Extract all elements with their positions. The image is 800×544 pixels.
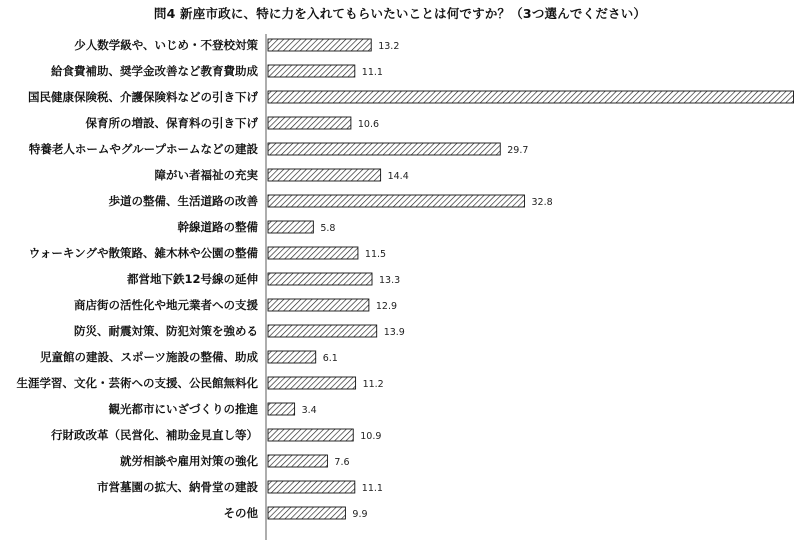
value-label: 11.1 (361, 67, 383, 78)
value-label: 13.2 (378, 41, 400, 52)
value-label: 13.3 (379, 275, 401, 286)
value-label: 11.1 (361, 483, 383, 494)
bar (268, 39, 371, 51)
bar (268, 455, 327, 467)
bar (268, 403, 295, 415)
value-label: 11.2 (362, 379, 384, 390)
value-label: 32.8 (531, 197, 553, 208)
category-label: 障がい者福祉の充実 (154, 168, 258, 182)
bar (268, 325, 377, 337)
category-label: 市営墓園の拡大、納骨堂の建設 (97, 480, 258, 494)
category-label: 幹線道路の整備 (177, 220, 258, 234)
value-label: 5.8 (320, 223, 336, 234)
category-label: その他 (223, 506, 258, 520)
bar (268, 351, 316, 363)
category-label: 生涯学習、文化・芸術への支援、公民館無料化 (16, 376, 258, 390)
category-label: 就労相談や雇用対策の強化 (120, 454, 258, 468)
bar (268, 273, 372, 285)
category-label: 特養老人ホームやグループホームなどの建設 (28, 142, 258, 156)
bar (268, 65, 355, 77)
bar (268, 195, 524, 207)
value-label: 11.5 (364, 249, 387, 260)
category-label: 商店街の活性化や地元業者への支援 (74, 298, 258, 312)
value-label: 12.9 (375, 301, 398, 312)
value-label: 7.6 (334, 457, 350, 468)
category-label: 都営地下鉄12号線の延伸 (126, 272, 258, 286)
value-label: 10.9 (360, 431, 382, 442)
chart-title: 問4 新座市政に、特に力を入れてもらいたいことは何ですか？（3つ選んでください） (153, 6, 647, 21)
bar (268, 221, 313, 233)
bar (268, 117, 351, 129)
category-label: 歩道の整備、生活道路の改善 (108, 194, 258, 208)
category-label: 保育所の増設、保育料の引き下げ (85, 116, 258, 130)
category-label: 児童館の建設、スポーツ施設の整備、助成 (39, 350, 258, 364)
value-label: 29.7 (507, 145, 529, 156)
value-label: 14.4 (387, 171, 409, 182)
bar (268, 91, 794, 103)
value-label: 10.6 (357, 119, 380, 130)
bar (268, 247, 358, 259)
category-label: 防災、耐震対策、防犯対策を強める (74, 324, 258, 338)
bar (268, 143, 500, 155)
value-label: 6.1 (322, 353, 338, 364)
category-label: 給食費補助、奨学金改善など教育費助成 (51, 64, 258, 78)
bar (268, 169, 381, 181)
bar (268, 377, 356, 389)
value-label: 3.4 (301, 405, 317, 416)
bar (268, 299, 369, 311)
bar (268, 507, 345, 519)
value-label: 13.9 (383, 327, 405, 338)
category-label: 国民健康保険税、介護保険料などの引き下げ (28, 90, 258, 104)
category-label: 行財政改革（民営化、補助金見直し等） (51, 428, 258, 442)
bar (268, 429, 353, 441)
bar (268, 481, 355, 493)
category-label: 少人数学級や、いじめ・不登校対策 (74, 38, 258, 52)
value-label: 9.9 (352, 509, 368, 520)
category-label: 観光都市にいざづくりの推進 (108, 402, 258, 416)
category-label: ウォーキングや散策路、雑木林や公園の整備 (28, 246, 258, 260)
